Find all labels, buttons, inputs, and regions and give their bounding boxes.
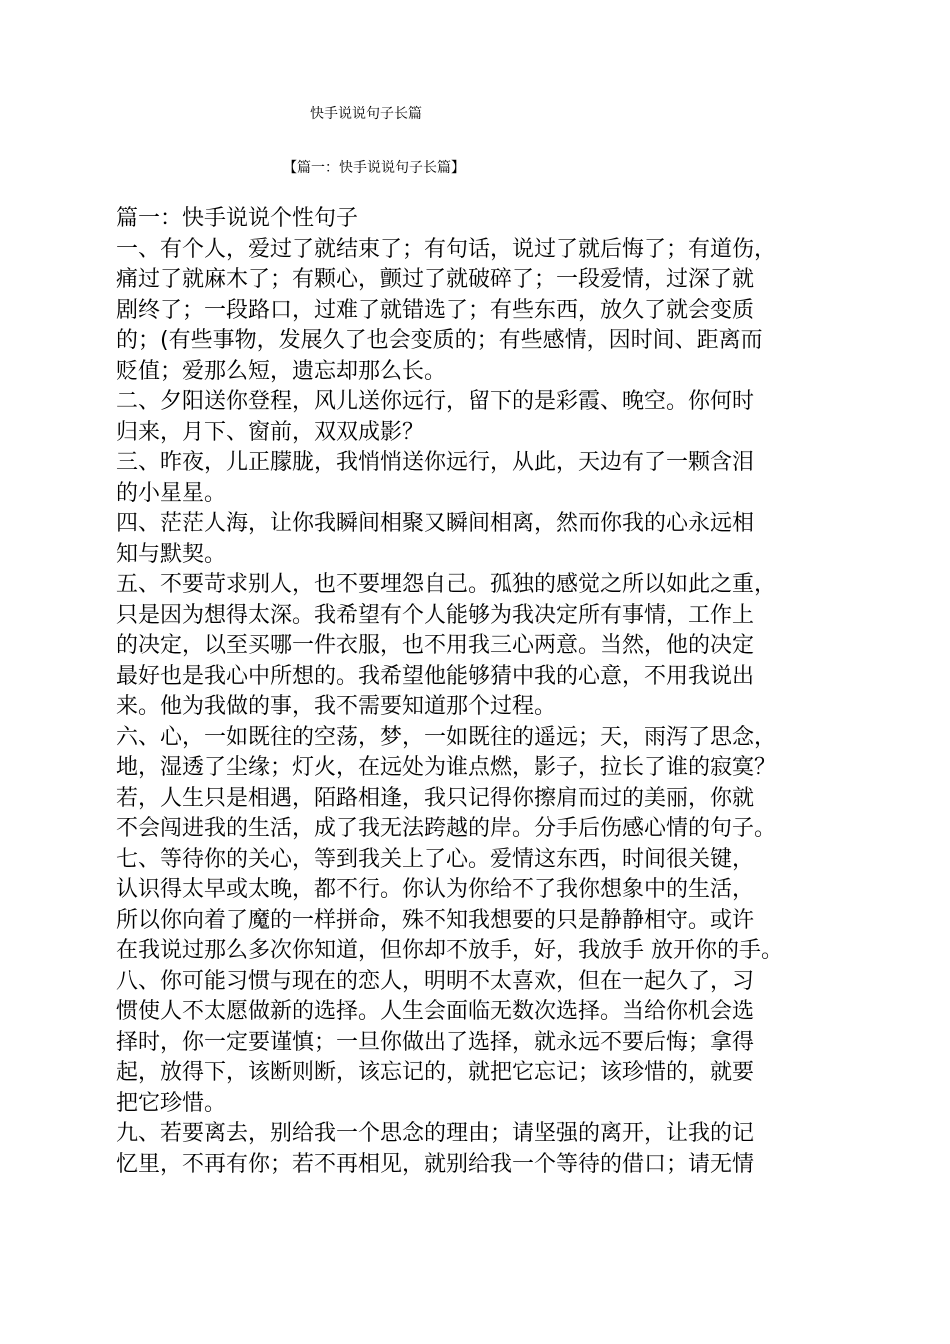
text-line: 最好也是我心中所想的。我希望他能够猜中我的心意，不用我说出 (116, 663, 755, 689)
text-line: 剧终了；一段路口，过难了就错选了；有些东西，放久了就会变质 (116, 297, 755, 323)
document-subtitle: 【篇一：快手说说句子长篇】 (283, 160, 465, 176)
text-line: 来。他为我做的事，我不需要知道那个过程。 (116, 694, 557, 719)
text-line: 痛过了就麻木了；有颗心，颤过了就破碎了；一段爱情，过深了就 (116, 267, 755, 292)
text-line: 忆里，不再有你；若不再相见，就别给我一个等待的借口；请无情 (116, 1151, 755, 1177)
text-line: 七、等待你的关心，等到我关上了心。爱情这东西，时间很关键， (116, 846, 755, 872)
text-line: 的决定，以至买哪一件衣服，也不用我三心两意。当然，他的决定 (116, 633, 755, 658)
text-line: 所以你向着了魔的一样拼命，殊不知我想要的只是静静相守。或许 (116, 907, 755, 933)
text-line: 归来，月下、窗前，双双成影？ (116, 419, 425, 445)
text-line: 把它珍惜。 (116, 1090, 227, 1116)
text-line: 知与默契。 (116, 541, 227, 567)
text-line: 择时，你一定要谨慎；一旦你做出了选择，就永远不要后悔；拿得 (116, 1029, 755, 1055)
document-body (116, 204, 856, 1180)
text-line: 地，湿透了尘缘；灯火，在远处为谁点燃，影子，拉长了谁的寂寞？ (116, 755, 777, 780)
text-line: 五、不要苛求别人，也不要埋怨自己。孤独的感觉之所以如此之重， (116, 572, 777, 597)
text-line: 只是因为想得太深。我希望有个人能够为我决定所有事情，工作上 (116, 602, 755, 628)
text-line: 的；(有些事物，发展久了也会变质的；有些感情，因时间、距离而 (116, 328, 763, 353)
heading-line: 篇一：快手说说个性句子 (116, 206, 359, 231)
document-title: 快手说说句子长篇 (310, 106, 422, 122)
text-line: 贬值；爱那么短，遗忘却那么长。 (116, 358, 447, 384)
text-line: 认识得太早或太晚，都不行。你认为你给不了我你想象中的生活， (116, 877, 755, 902)
text-line: 若，人生只是相遇，陌路相逢，我只记得你擦肩而过的美丽，你就 (116, 785, 755, 811)
text-line: 的小星星。 (116, 480, 227, 506)
text-line: 九、若要离去，别给我一个思念的理由；请坚强的离开，让我的记 (116, 1121, 755, 1146)
text-line: 在我说过那么多次你知道，但你却不放手，好，我放手 放开你的手。 (116, 938, 783, 963)
text-line: 四、茫茫人海，让你我瞬间相聚又瞬间相离，然而你我的心永远相 (116, 511, 755, 536)
text-line: 三、昨夜，儿正朦胧，我悄悄送你远行，从此，天边有了一颗含泪 (116, 450, 755, 475)
text-line: 惯使人不太愿做新的选择。人生会面临无数次选择。当给你机会选 (116, 999, 755, 1024)
text-line: 不会闯进我的生活，成了我无法跨越的岸。分手后伤感心情的句子。 (116, 816, 777, 841)
text-line: 六、心，一如既往的空荡，梦，一如既往的遥远；天，雨泻了思念， (116, 724, 777, 750)
text-line: 起，放得下，该断则断，该忘记的，就把它忘记；该珍惜的，就要 (116, 1060, 755, 1085)
text-line: 二、夕阳送你登程，风儿送你远行，留下的是彩霞、晚空。你何时 (116, 389, 755, 414)
text-line: 一、有个人，爱过了就结束了；有句话，说过了就后悔了；有道伤， (116, 236, 777, 262)
text-line: 八、你可能习惯与现在的恋人，明明不太喜欢，但在一起久了，习 (116, 968, 755, 994)
